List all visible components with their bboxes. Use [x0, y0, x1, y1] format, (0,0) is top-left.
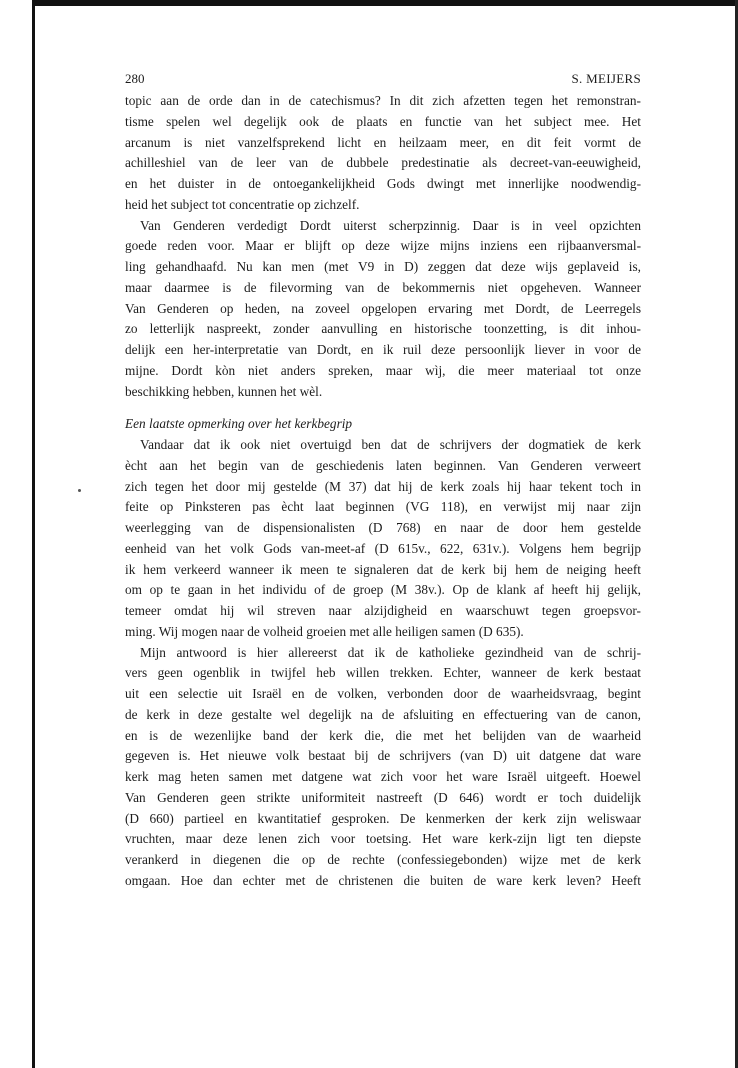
text-line: zich tegen het door mij gestelde (M 37) dat hij de kerk zoals hij haar tekent toch in: [125, 478, 641, 494]
text-line: Van Genderen verdedigt Dordt uiterst scherpzinnig. Daar is in veel opzichten: [140, 217, 641, 233]
text-line: maar daarmee is de filevorming van de bekommernis niet opgeheven. Wanneer: [125, 279, 641, 295]
text-line: weerlegging van de dispensionalisten (D 768) en naar de door hem gestelde: [125, 520, 641, 535]
text-line: feite op Pinksteren pas ècht laat beginnen (VG 118), en verwijst mij naar zijn: [125, 499, 641, 515]
text-line: temeer omdat hij wil streven naar alzijdigheid en waarschuwt tegen groepsvor-: [125, 603, 641, 618]
scan-border-left: [32, 0, 35, 1068]
text-line: eenheid van het volk Gods van-meet-af (D 615v., 622, 631v.). Volgens hem begrijp: [125, 540, 641, 556]
scan-speck: [78, 489, 81, 492]
text-line: tisme spelen wel degelijk ook de plaats en functie van het subject mee. Het: [125, 113, 641, 129]
text-line: ling gehandhaafd. Nu kan men (met V9 in D) zeggen dat deze wijs geplaveid is,: [125, 259, 641, 274]
text-line: zo letterlijk naspreekt, zonder aanvulling en historische toonzetting, is dit inhou-: [125, 321, 641, 337]
text-line: omgaan. Hoe dan echter met de christenen die buiten de ware kerk leven? Heeft: [125, 872, 641, 888]
text-line: verankerd in diegenen die op de rechte (confessiegebonden) wijze met de kerk: [125, 852, 641, 867]
paragraph-3: [125, 435, 641, 643]
text-line: arcanum is niet vanzelfsprekend licht en heilzaam meer, en dit feit vormt de: [125, 134, 641, 150]
text-line: goede reden voor. Maar er blijft op deze wijze mijns inziens een rijbaanversmal-: [125, 238, 641, 254]
text-line: vruchten, maar deze lenen zich voor toetsing. Het ware kerk-zijn ligt ten diepste: [125, 831, 641, 847]
page-header: [125, 71, 641, 91]
text-line: Van Genderen op heden, na zoveel opgelopen ervaring met Dordt, de Leerregels: [125, 300, 641, 316]
text-line: vers geen ogenblik in twijfel heb willen trekken. Echter, wanneer de kerk bestaat: [125, 665, 641, 681]
text-line: om op te gaan in het individu of de groep (M 38v.). Op de klank af heeft hij gelijk,: [125, 582, 641, 598]
text-line: Mijn antwoord is hier allereerst dat ik de katholieke gezindheid van de schrij-: [140, 644, 641, 660]
text-line: ècht aan het begin van de geschiedenis laten beginnen. Van Genderen verweert: [125, 457, 641, 473]
section-heading: Een laatste opmerking over het kerkbegrip: [125, 416, 353, 432]
text-line: ming. Wij mogen naar de volheid groeien met alle heiligen samen (D 635).: [125, 623, 524, 639]
text-line: delijk een her-interpretatie van Dordt, en ik ruil deze persoonlijk liever in voor de: [125, 342, 641, 357]
text-line: topic aan de orde dan in de catechismus? In dit zich afzetten tegen het remonstran-: [125, 93, 641, 108]
scan-border-top: [32, 0, 738, 6]
text-line: beschikking hebben, kunnen het wèl.: [125, 383, 323, 399]
text-line: (D 660) partieel en kwantitatief gesproken. De kenmerken der kerk zijn weliswaar: [125, 810, 641, 826]
body-text: [125, 91, 641, 892]
text-line: Van Genderen geen strikte uniformiteit nastreeft (D 646) wordt er toch duidelijk: [125, 789, 641, 805]
text-line: ik hem verkeerd wanneer ik meen te signaleren dat de kerk bij hem de neiging heeft: [125, 561, 641, 577]
page-number: 280: [125, 71, 145, 86]
text-line: en het duister in de ontoegankelijkheid Gods dwingt met innerlijke noodwendig-: [125, 176, 641, 191]
text-line: Vandaar dat ik ook niet overtuigd ben dat de schrijvers der dogmatiek de kerk: [140, 437, 641, 452]
text-line: uit een selectie uit Israël en de volken, verbonden door de waarheidsvraag, begint: [125, 686, 641, 701]
text-line: gegeven is. Het nieuwe volk bestaat bij de schrijvers (van D) uit datgene dat ware: [125, 748, 641, 764]
paragraph-2: [125, 216, 641, 403]
text-line: en is de wezenlijke band der kerk die, die met het belijden van de waarheid: [125, 727, 641, 743]
text-line: heid het subject tot concentratie op zichzelf.: [125, 196, 360, 212]
paragraph-1: [125, 91, 641, 216]
text-line: kerk mag heten samen met datgene wat zich voor het ware Israël uitgeeft. Hoewel: [125, 769, 641, 784]
text-line: de kerk in deze gestalte wel degelijk na de afsluiting en effectuering van de canon,: [125, 706, 641, 722]
running-head: S. MEIJERS: [571, 71, 641, 86]
text-line: mijne. Dordt kòn niet anders spreken, maar wìj, die meer materiaal tot onze: [125, 362, 641, 378]
text-line: achilleshiel van de leer van de dubbele predestinatie als decreet-van-eeuwigheid,: [125, 155, 641, 171]
paragraph-4: [125, 643, 641, 892]
